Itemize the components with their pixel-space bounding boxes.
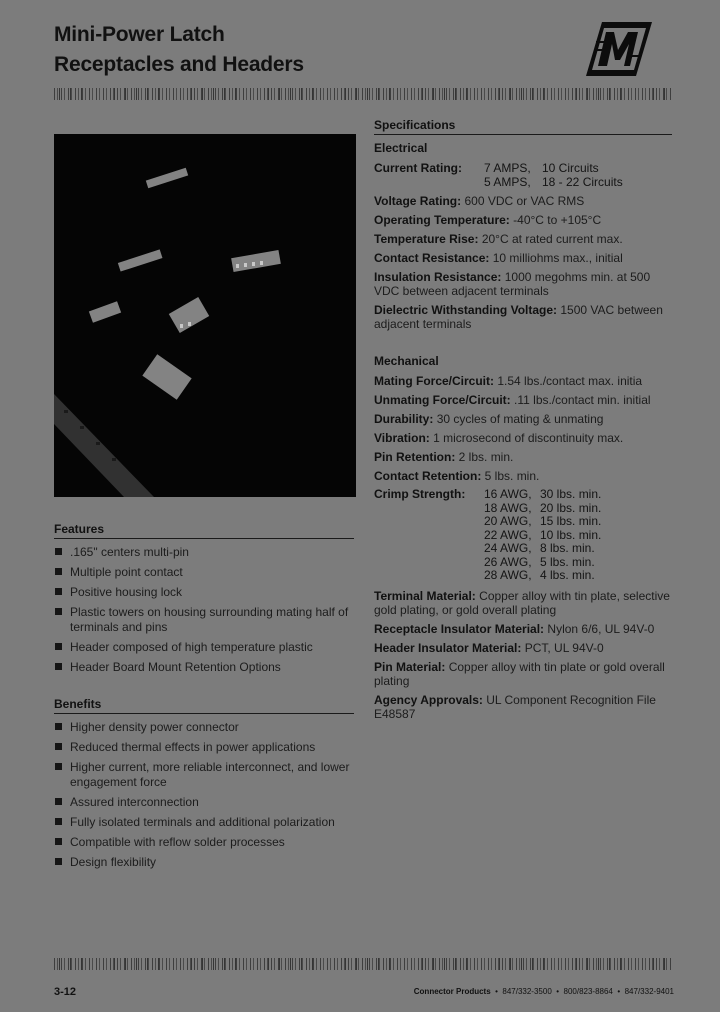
list-item: Header Board Mount Retention Options <box>54 660 354 675</box>
title-line-2: Receptacles and Headers <box>54 53 304 76</box>
spec-row: Contact Retention: 5 lbs. min. <box>374 469 540 483</box>
spec-row: Insulation Resistance: 1000 megohms min. at 500 VDC between adjacent terminals <box>374 270 651 298</box>
bullet-icon <box>55 663 62 670</box>
list-item: Plastic towers on housing surrounding mating half of terminals and pins <box>54 605 354 634</box>
bottom-divider-band <box>54 958 672 970</box>
current-rating-label: Current Rating: <box>374 161 462 175</box>
features-heading: Features <box>54 522 354 539</box>
spec-row: Agency Approvals: UL Component Recognition File E48587 <box>374 692 656 721</box>
list-item: Design flexibility <box>54 855 354 870</box>
bullet-icon <box>55 643 62 650</box>
bullet-icon <box>55 818 62 825</box>
list-item: Multiple point contact <box>54 565 354 580</box>
features-section <box>54 522 354 680</box>
list-item: Higher current, more reliable interconnect, and lower engagement force <box>54 760 354 789</box>
footer-phone: 847/332-9401 <box>624 987 674 996</box>
bullet-icon <box>55 798 62 805</box>
spec-row: Receptacle Insulator Material: Nylon 6/6, UL 94V-0 <box>374 621 655 636</box>
list-item: .165" centers multi-pin <box>54 545 354 560</box>
spec-row: Temperature Rise: 20°C at rated current max. <box>374 232 623 246</box>
features-list <box>54 545 354 674</box>
spec-row: Pin Retention: 2 lbs. min. <box>374 450 514 464</box>
list-item: Higher density power connector <box>54 720 354 735</box>
list-item: Header composed of high temperature plastic <box>54 640 354 655</box>
list-item: Assured interconnection <box>54 795 354 810</box>
bullet-icon <box>55 608 62 615</box>
footer-phone: 847/332-3500 <box>502 987 552 996</box>
current-rating-circuits: 18 - 22 Circuits <box>542 175 623 189</box>
spec-row: Durability: 30 cycles of mating & unmating <box>374 412 604 426</box>
bullet-icon <box>55 763 62 770</box>
title-line-1: Mini-Power Latch <box>54 23 225 46</box>
bullet-icon <box>55 588 62 595</box>
spec-row: Voltage Rating: 600 VDC or VAC RMS <box>374 194 585 208</box>
spec-row: Pin Material: Copper alloy with tin plate or gold overall plating <box>374 659 665 688</box>
spec-row: Vibration: 1 microsecond of discontinuity max. <box>374 431 624 445</box>
bullet-icon <box>55 743 62 750</box>
specifications-heading: Specifications <box>374 118 672 135</box>
bullet-icon <box>55 548 62 555</box>
top-divider-band <box>54 88 672 100</box>
bullet-icon <box>55 723 62 730</box>
electrical-heading: Electrical <box>374 141 428 155</box>
current-rating <box>374 161 672 189</box>
current-rating-amps: 7 AMPS, <box>484 161 531 175</box>
page-number: 3-12 <box>54 986 77 998</box>
spec-row: Unmating Force/Circuit: .11 lbs./contact min. initial <box>374 393 651 407</box>
spec-row: Operating Temperature: -40°C to +105°C <box>374 213 602 227</box>
mechanical-heading: Mechanical <box>374 354 439 368</box>
spec-row: Contact Resistance: 10 milliohms max., initial <box>374 251 623 265</box>
bullet-icon <box>55 858 62 865</box>
list-item: Fully isolated terminals and additional polarization <box>54 815 354 830</box>
spec-row: Terminal Material: Copper alloy with tin plate, selective gold plating, or gold overall plating <box>374 588 670 617</box>
list-item: Compatible with reflow solder processes <box>54 835 354 850</box>
spec-row: Dielectric Withstanding Voltage: 1500 VAC between adjacent terminals <box>374 303 663 331</box>
specifications-section <box>374 118 672 726</box>
bullet-icon <box>55 838 62 845</box>
product-photo <box>54 134 356 497</box>
company-logo-icon <box>582 20 654 78</box>
footer-company: Connector Products <box>413 987 491 996</box>
bullet-icon <box>55 568 62 575</box>
list-item: Reduced thermal effects in power applications <box>54 740 354 755</box>
benefits-section <box>54 697 354 875</box>
spec-row: Mating Force/Circuit: 1.54 lbs./contact max. initia <box>374 374 643 388</box>
current-rating-circuits: 10 Circuits <box>542 161 599 175</box>
crimp-strength-label: Crimp Strength: <box>374 487 466 501</box>
benefits-heading: Benefits <box>54 697 354 714</box>
crimp-strength: Crimp Strength: 16 AWG, 30 lbs. min. 18 AWG, 20 lbs. min. 20 AWG, 15 lbs. min. 22 AWG, 10 lbs. min. 24 AWG, 8 lbs. min. 26 AWG, 5 lbs. min. 28 AWG, 4 lbs. min. <box>374 487 602 582</box>
spec-row: Header Insulator Material: PCT, UL 94V-0 <box>374 640 604 655</box>
page-footer <box>54 986 674 1000</box>
footer-phone: 800/823-8864 <box>563 987 613 996</box>
current-rating-amps: 5 AMPS, <box>484 175 531 189</box>
footer-contact: Connector Products • 847/332-3500 • 800/823-8864 • 847/332-9401 <box>413 987 674 996</box>
page-title <box>54 20 304 80</box>
list-item: Positive housing lock <box>54 585 354 600</box>
benefits-list <box>54 720 354 869</box>
